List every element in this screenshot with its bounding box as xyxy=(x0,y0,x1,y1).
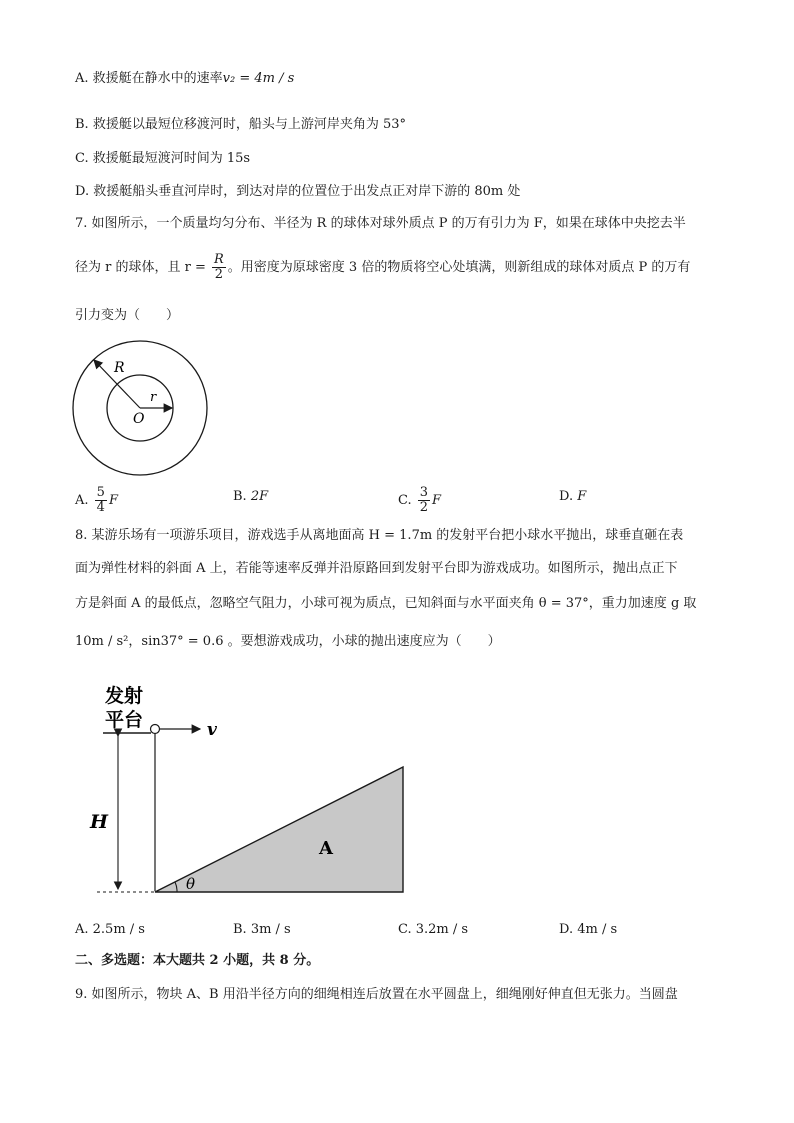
q7-option-c-num: 3 xyxy=(419,485,429,500)
platform-label-line-2: 平台 xyxy=(105,709,144,731)
velocity-label: v xyxy=(207,720,217,740)
angle-label: θ xyxy=(186,875,196,893)
q7-line-2 xyxy=(75,253,690,282)
q7-option-d xyxy=(559,488,586,506)
ball xyxy=(151,725,160,734)
q7-option-c xyxy=(398,486,441,515)
q7-option-d-text: F xyxy=(577,489,587,504)
q7-option-c-den: 2 xyxy=(419,500,429,515)
q7-line-1: 7. 如图所示，一个质量均匀分布、半径为 R 的球体对球外质点 P 的万有引力为 F，如果在球体中央挖去半 xyxy=(75,216,686,231)
q7-line-3: 引力变为（ ） xyxy=(75,308,180,323)
q6-option-b: B. 救援艇以最短位移渡河时，船头与上游河岸夹角为 53° xyxy=(75,117,406,132)
center-label: O xyxy=(133,411,145,427)
q7-option-d-letter: D. xyxy=(559,489,574,504)
q8-line-2: 面为弹性材料的斜面 A 上，若能等速率反弹并沿原路回到发射平台即为游戏成功。如图所示，抛出点正下 xyxy=(75,561,678,576)
q7-option-a-suffix: F xyxy=(108,493,118,508)
q7-option-b-letter: B. xyxy=(233,489,247,504)
big-radius-label: R xyxy=(114,360,125,376)
q6-option-d: D. 救援艇船头垂直河岸时，到达对岸的位置位于出发点正对岸下游的 80m 处 xyxy=(75,184,521,199)
q7-line-2-a: 径为 r 的球体，且 r = xyxy=(75,260,206,275)
q7-line-2-b: 。用密度为原球密度 3 倍的物质将空心处填满，则新组成的球体对质点 P 的万有 xyxy=(227,260,691,275)
q8-option-a: A. 2.5m / s xyxy=(75,922,145,937)
q7-option-c-letter: C. xyxy=(398,493,412,508)
q7-option-a-fraction xyxy=(95,486,107,515)
q8-option-c: C. 3.2m / s xyxy=(398,922,469,937)
q7-option-a-letter: A. xyxy=(75,493,89,508)
q7-option-b-text: 2F xyxy=(250,489,269,504)
q7-option-c-fraction xyxy=(418,486,430,515)
q8-line-3: 方是斜面 A 的最低点，忽略空气阻力，小球可视为质点，已知斜面与水平面夹角 θ = 37°，重力加速度 g 取 xyxy=(75,596,697,611)
platform-label-line-1: 发射 xyxy=(105,685,144,707)
q9-line-1: 9. 如图所示，物块 A、B 用沿半径方向的细绳相连后放置在水平圆盘上，细绳刚好伸直但无张力。当圆盘 xyxy=(75,987,678,1002)
q8-line-4: 10m / s²，sin37° = 0.6 。要想游戏成功，小球的抛出速度应为（ ） xyxy=(75,634,501,649)
q7-fraction-numerator: R xyxy=(214,252,224,267)
q7-fraction-denominator: 2 xyxy=(214,267,224,282)
section-2-heading: 二、多选题：本大题共 2 小题，共 8 分。 xyxy=(75,953,320,968)
q8-option-b: B. 3m / s xyxy=(233,922,291,937)
q6-option-c: C. 救援艇最短渡河时间为 15s xyxy=(75,151,251,166)
q8-line-1: 8. 某游乐场有一项游乐项目，游戏选手从离地面高 H = 1.7m 的发射平台把小球水平抛出，球垂直砸在表 xyxy=(75,528,684,543)
q7-option-b xyxy=(233,488,268,506)
q7-fraction-r xyxy=(212,253,226,282)
q7-sphere-figure xyxy=(70,338,212,480)
incline-a xyxy=(155,767,403,892)
q6-option-a-text: A. 救援艇在静水中的速率 xyxy=(75,71,223,86)
q7-option-c-suffix: F xyxy=(432,493,442,508)
q7-option-a-den: 4 xyxy=(96,500,105,515)
q7-option-a xyxy=(75,486,118,515)
small-radius-label: r xyxy=(150,390,157,405)
q6-option-a-math: v₂ = 4m / s xyxy=(222,71,295,86)
q6-option-a xyxy=(75,70,294,88)
height-label: H xyxy=(90,811,108,833)
q8-incline-figure xyxy=(85,678,425,900)
incline-label: A xyxy=(319,838,333,859)
q7-option-a-num: 5 xyxy=(96,485,105,500)
q8-option-d: D. 4m / s xyxy=(559,922,618,937)
